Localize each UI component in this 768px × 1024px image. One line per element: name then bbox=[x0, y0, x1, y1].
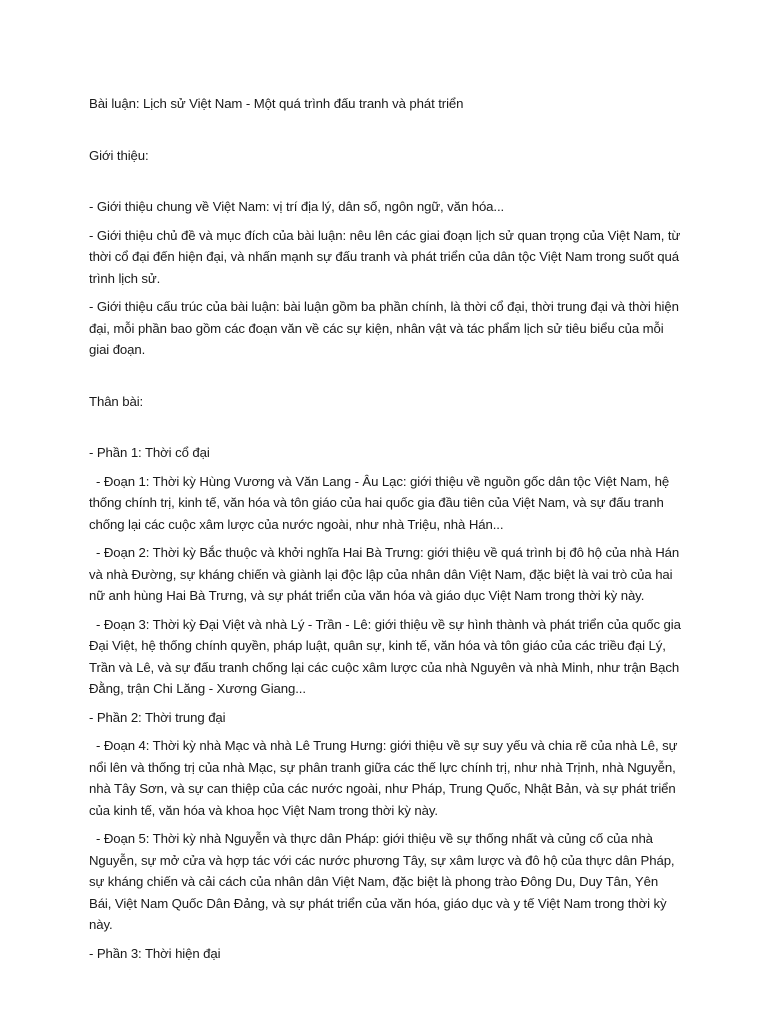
document-body bbox=[89, 93, 681, 971]
part3-heading: - Phần 3: Thời hiện đại bbox=[89, 945, 221, 961]
part1-heading: - Phần 1: Thời cổ đại bbox=[89, 445, 210, 460]
part1-paragraph-3: - Đoạn 3: Thời kỳ Đại Việt và nhà Lý - Trần - Lê: giới thiệu về sự hình thành và phát triển của quốc gia Đại Việt, hệ thống chính quyền, pháp luật, quân sự, kinh tế, văn hóa và tôn giáo của các triều đại Lý, Trần và Lê, và sự đấu tranh chống lại các cuộc xâm lược của nhà Nguyên và nhà Minh, như trận Bạch Đằng, trận Chi Lăng - Xương Giang... bbox=[89, 616, 681, 696]
part2-heading: - Phần 2: Thời trung đại bbox=[89, 709, 226, 725]
part2-paragraph-1: - Đoạn 4: Thời kỳ nhà Mạc và nhà Lê Trung Hưng: giới thiệu về sự suy yếu và chia rẽ của nhà Lê, sự nổi lên và thống trị của nhà Mạc, sự phân tranh giữa các thế lực chính trị, như nhà Trịnh, nhà Nguyễn, nhà Tây Sơn, và sự can thiệp của các nước ngoài, như Pháp, Trung Quốc, Nhật Bản, và sự phát triển của kinh tế, văn hóa và khoa học Việt Nam trong thời kỳ này. bbox=[89, 738, 678, 818]
intro-paragraph-3: - Giới thiệu cấu trúc của bài luận: bài luận gồm ba phần chính, là thời cổ đại, thời trung đại và thời hiện đại, mỗi phần bao gồm các đoạn văn về các sự kiện, nhân vật và tác phẩm lịch sử tiêu biểu của mỗi giai đoạn. bbox=[89, 299, 679, 357]
intro-paragraph-1: - Giới thiệu chung về Việt Nam: vị trí địa lý, dân số, ngôn ngữ, văn hóa... bbox=[89, 199, 505, 214]
part2-paragraph-2: - Đoạn 5: Thời kỳ nhà Nguyễn và thực dân Pháp: giới thiệu về sự thống nhất và củng cố của nhà Nguyễn, sự mở cửa và hợp tác với các nước phương Tây, sự xâm lược và đô hộ của thực dân Pháp, sự kháng chiến và cải cách của nhân dân Việt Nam, đặc biệt là phong trào Đông Du, Duy Tân, Yên Bái, Việt Nam Quốc Dân Đảng, và sự phát triển của văn hóa, giáo dục và y tế Việt Nam trong thời kỳ này. bbox=[89, 831, 675, 932]
intro-heading: Giới thiệu: bbox=[89, 147, 149, 163]
part1-paragraph-1: - Đoạn 1: Thời kỳ Hùng Vương và Văn Lang - Âu Lạc: giới thiệu về nguồn gốc dân tộc Việt Nam, hệ thống chính trị, kinh tế, văn hóa và tôn giáo của hai quốc gia đầu tiên của Việt Nam, và sự đấu tranh chống lại các cuộc xâm lược của nước ngoài, như nhà Triệu, nhà Hán... bbox=[89, 473, 670, 532]
intro-paragraph-2: - Giới thiệu chủ đề và mục đích của bài luận: nêu lên các giai đoạn lịch sử quan trọng của Việt Nam, từ thời cổ đại đến hiện đại, và nhấn mạnh sự đấu tranh và phát triển của dân tộc Việt Nam trong suốt quá trình lịch sử. bbox=[89, 227, 681, 286]
part1-paragraph-2: - Đoạn 2: Thời kỳ Bắc thuộc và khởi nghĩa Hai Bà Trưng: giới thiệu về quá trình bị đô hộ của nhà Hán và nhà Đường, sự kháng chiến và giành lại độc lập của nhân dân Việt Nam, đặc biệt là vai trò của hai nữ anh hùng Hai Bà Trưng, và sự phát triển của văn hóa và giáo dục Việt Nam trong thời kỳ này. bbox=[89, 545, 680, 603]
body-heading: Thân bài: bbox=[89, 393, 144, 409]
document-title: Bài luận: Lịch sử Việt Nam - Một quá trình đấu tranh và phát triển bbox=[89, 96, 464, 111]
